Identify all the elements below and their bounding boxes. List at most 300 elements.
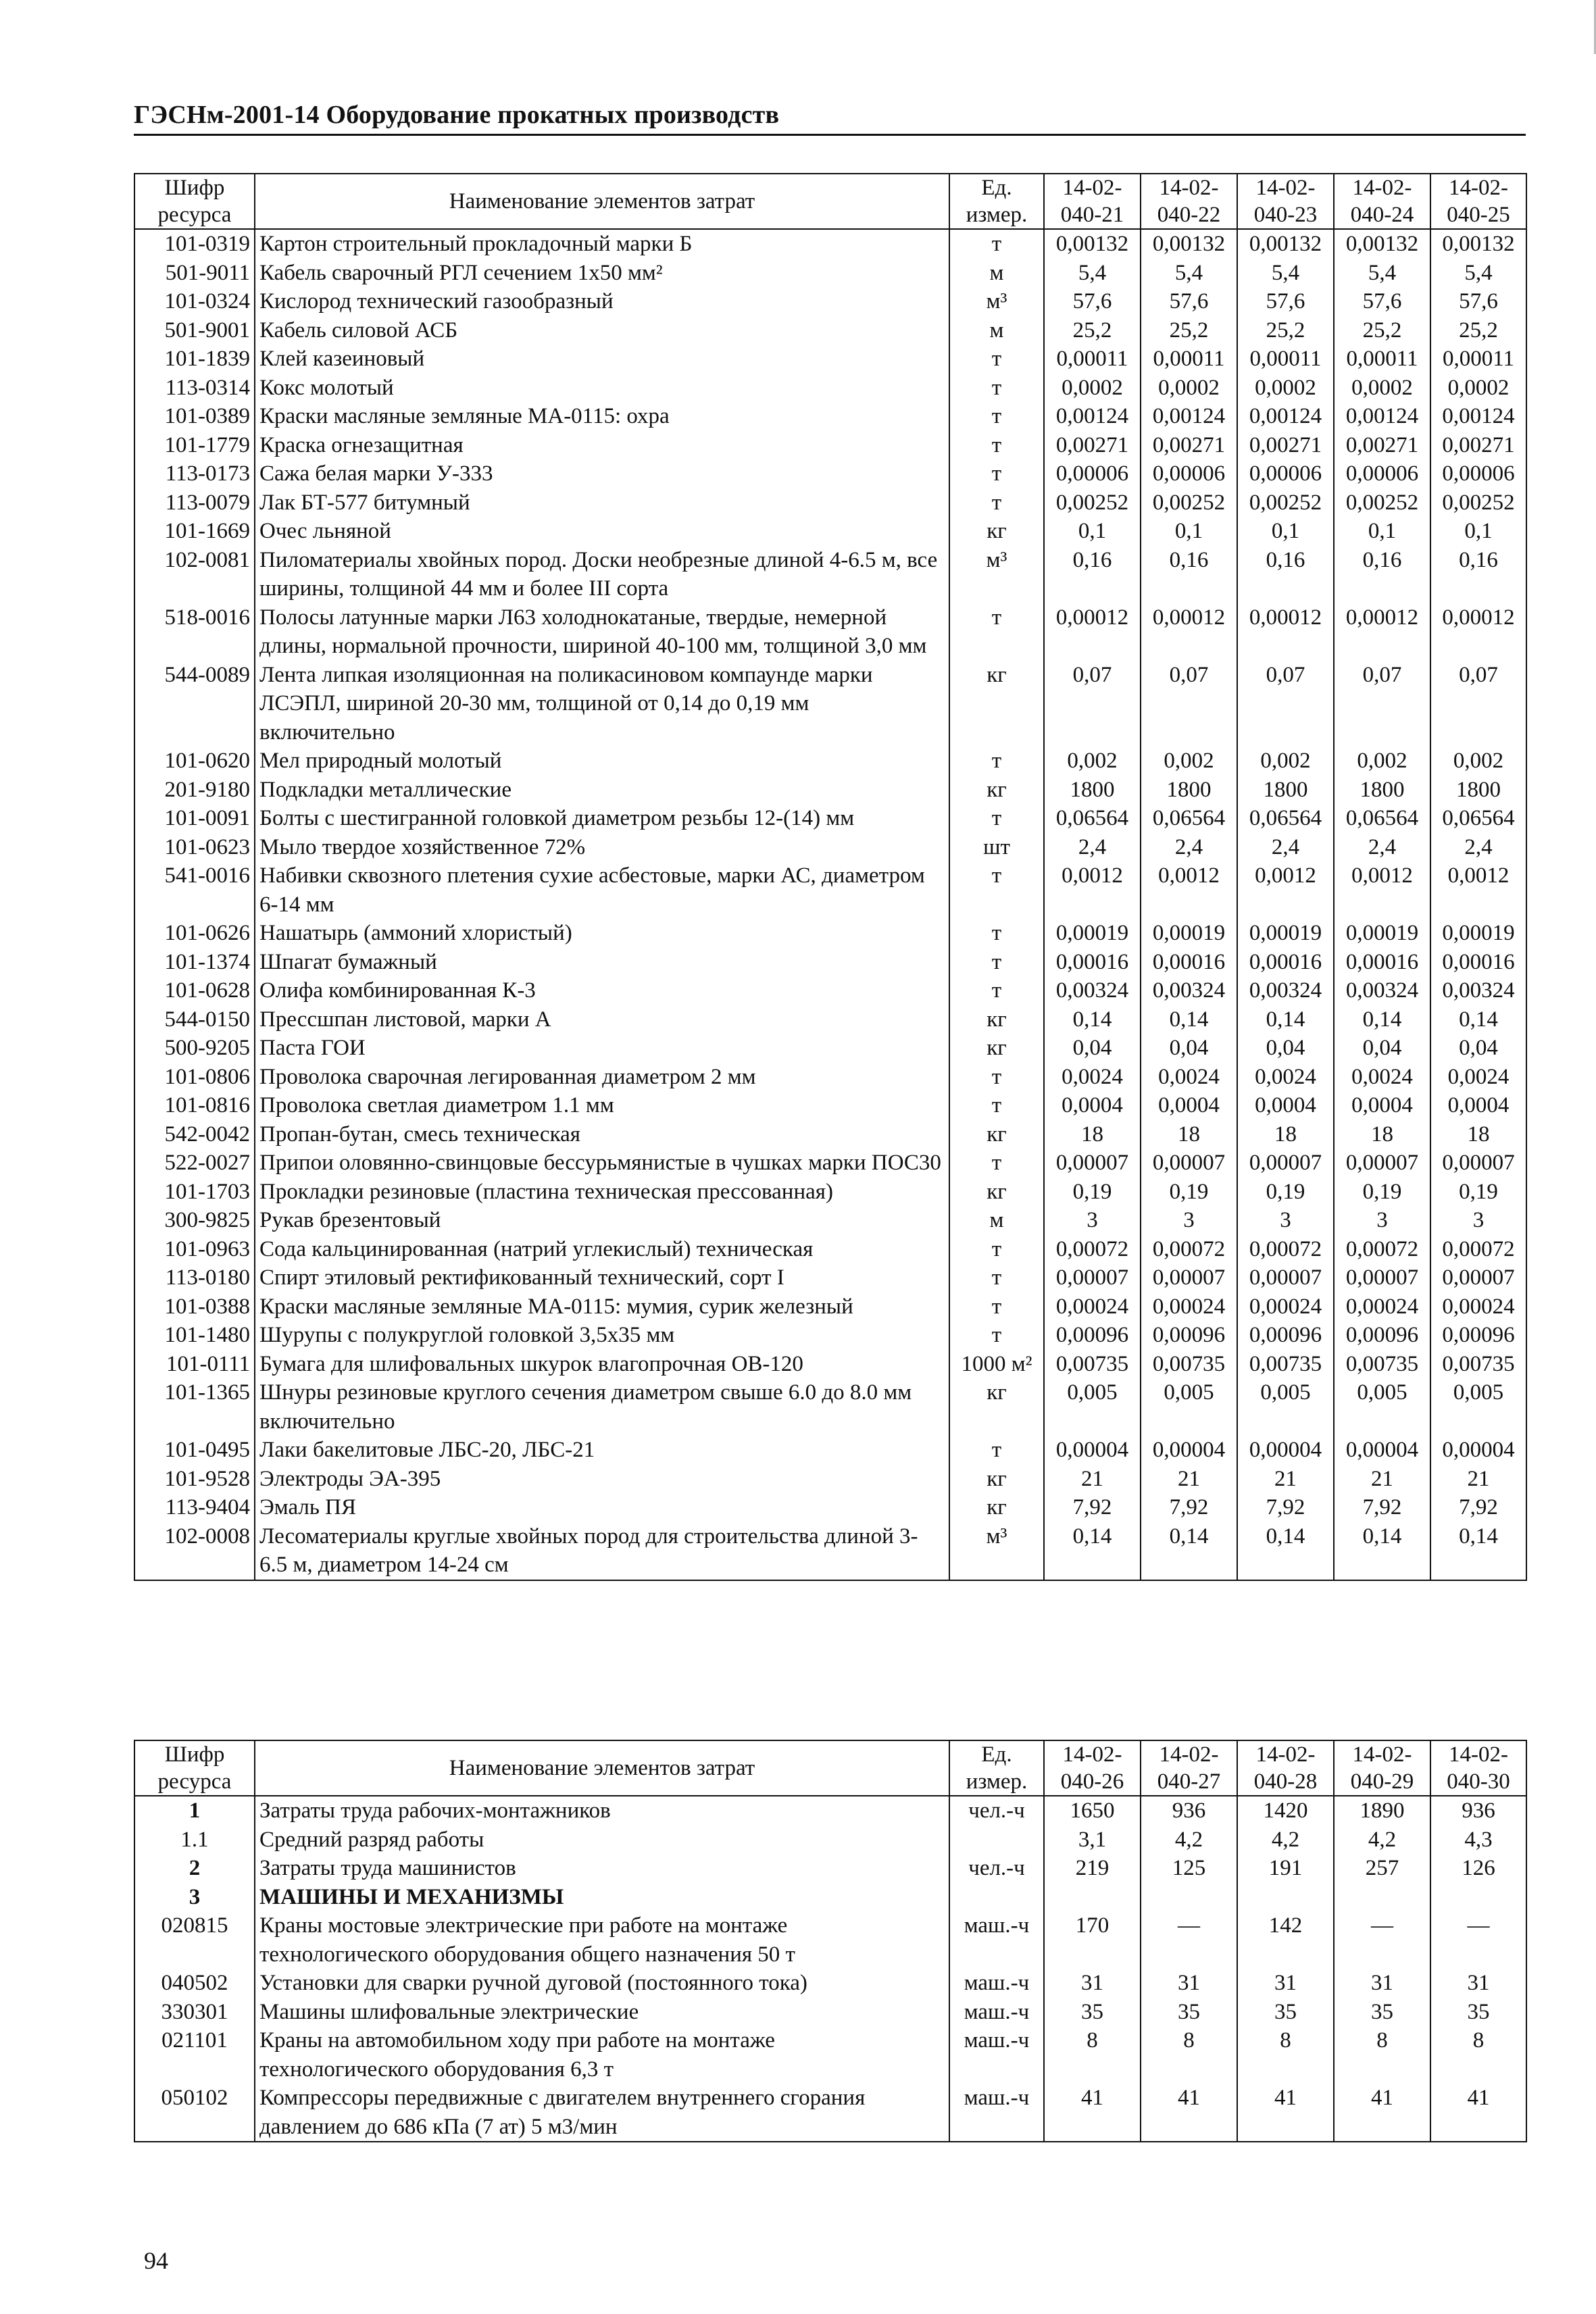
- resource-name: МАШИНЫ И МЕХАНИЗМЫ: [255, 1883, 949, 1912]
- resource-value: 0,00007: [1430, 1149, 1526, 1178]
- resource-code: 518-0016: [134, 603, 255, 661]
- resource-value: 0,00007: [1334, 1149, 1430, 1178]
- resource-code: 101-1703: [134, 1178, 255, 1207]
- resource-value: 0,07: [1044, 661, 1141, 747]
- resource-code: 2: [134, 1854, 255, 1883]
- resource-unit: кг: [949, 1005, 1044, 1034]
- resource-code: 101-0620: [134, 747, 255, 776]
- resource-unit: м: [949, 1206, 1044, 1235]
- resource-name: Электроды ЭА-395: [255, 1465, 949, 1494]
- resource-value: 0,00004: [1141, 1436, 1237, 1465]
- resource-code: 113-0079: [134, 488, 255, 518]
- resource-value: 0,06564: [1237, 804, 1334, 833]
- resource-value: 0,00024: [1237, 1292, 1334, 1322]
- resource-value: 0,04: [1141, 1034, 1237, 1063]
- resource-code: 544-0089: [134, 661, 255, 747]
- resource-value: 0,005: [1334, 1378, 1430, 1436]
- resource-value: 0,0012: [1430, 861, 1526, 919]
- resource-value: 41: [1237, 2084, 1334, 2142]
- resource-value: 0,06564: [1430, 804, 1526, 833]
- resource-value: 5,4: [1141, 259, 1237, 288]
- table-row: [134, 229, 1526, 259]
- table-row: [134, 546, 1526, 603]
- resource-code: 3: [134, 1883, 255, 1912]
- resource-value: 0,00252: [1334, 488, 1430, 518]
- resource-unit: т: [949, 402, 1044, 431]
- table-row: [134, 259, 1526, 288]
- resource-value: 0,00019: [1044, 919, 1141, 948]
- resource-unit: м³: [949, 1522, 1044, 1580]
- resource-name: Краска огнезащитная: [255, 431, 949, 460]
- resource-unit: т: [949, 603, 1044, 661]
- header-col-24: 14-02- 040-24: [1334, 174, 1430, 229]
- resource-name: Кабель сварочный РГЛ сечением 1x50 мм²: [255, 259, 949, 288]
- resource-code: 101-0324: [134, 287, 255, 316]
- resource-name: Шпагат бумажный: [255, 948, 949, 977]
- resource-value: 0,00007: [1141, 1149, 1237, 1178]
- resource-value: 0,19: [1237, 1178, 1334, 1207]
- resource-value: 0,14: [1044, 1005, 1141, 1034]
- resource-value: 0,00124: [1334, 402, 1430, 431]
- resource-value: 0,00735: [1334, 1350, 1430, 1379]
- resource-value: [1044, 1883, 1141, 1912]
- resource-value: 0,00735: [1141, 1350, 1237, 1379]
- resource-unit: 1000 м²: [949, 1350, 1044, 1379]
- resource-value: [1334, 1883, 1430, 1912]
- resource-name: Эмаль ПЯ: [255, 1493, 949, 1522]
- table-row: [134, 1911, 1526, 1969]
- resource-value: 0,00096: [1237, 1321, 1334, 1350]
- table-row: [134, 1465, 1526, 1494]
- resource-unit: кг: [949, 1120, 1044, 1149]
- resource-value: 0,005: [1237, 1378, 1334, 1436]
- resource-value: 0,00004: [1430, 1436, 1526, 1465]
- resource-value: 0,16: [1237, 546, 1334, 603]
- resource-value: 0,16: [1430, 546, 1526, 603]
- resource-code: 500-9205: [134, 1034, 255, 1063]
- resource-value: 18: [1430, 1120, 1526, 1149]
- resource-value: 0,00019: [1237, 919, 1334, 948]
- resource-value: 0,0002: [1141, 374, 1237, 403]
- resource-value: 0,14: [1430, 1005, 1526, 1034]
- resource-unit: шт: [949, 833, 1044, 862]
- resource-name: Краски масляные земляные МА-0115: охра: [255, 402, 949, 431]
- header-unit: Ед. измер.: [949, 174, 1044, 229]
- resource-value: 0,1: [1237, 517, 1334, 546]
- resource-value: 0,0012: [1141, 861, 1237, 919]
- resource-value: 1800: [1430, 776, 1526, 805]
- resource-value: 0,14: [1044, 1522, 1141, 1580]
- resource-value: 0,00271: [1044, 431, 1141, 460]
- header-col-23: 14-02- 040-23: [1237, 174, 1334, 229]
- resource-value: 0,14: [1334, 1522, 1430, 1580]
- resource-value: 0,00735: [1430, 1350, 1526, 1379]
- resource-value: 0,0004: [1044, 1091, 1141, 1120]
- resource-code: 1: [134, 1796, 255, 1826]
- resource-unit: маш.-ч: [949, 2026, 1044, 2084]
- resource-unit: т: [949, 345, 1044, 374]
- resource-value: 0,00019: [1334, 919, 1430, 948]
- resource-value: 25,2: [1141, 316, 1237, 345]
- resource-code: 113-9404: [134, 1493, 255, 1522]
- resource-code: 501-9011: [134, 259, 255, 288]
- resource-value: 0,00006: [1044, 459, 1141, 488]
- resource-name: Средний разряд работы: [255, 1826, 949, 1855]
- resource-unit: т: [949, 1321, 1044, 1350]
- resource-unit: маш.-ч: [949, 1911, 1044, 1969]
- resource-code: 101-1669: [134, 517, 255, 546]
- resource-code: 113-0173: [134, 459, 255, 488]
- table-row: [134, 1854, 1526, 1883]
- table-row: [134, 1235, 1526, 1264]
- resource-value: 5,4: [1430, 259, 1526, 288]
- resource-value: 0,14: [1237, 1005, 1334, 1034]
- resource-value: 0,00004: [1044, 1436, 1141, 1465]
- resource-value: 2,4: [1430, 833, 1526, 862]
- table-row: [134, 1292, 1526, 1322]
- resource-value: [1141, 1883, 1237, 1912]
- resource-code: 113-0314: [134, 374, 255, 403]
- resource-value: 7,92: [1141, 1493, 1237, 1522]
- resource-value: 18: [1334, 1120, 1430, 1149]
- resource-unit: кг: [949, 776, 1044, 805]
- resource-value: 35: [1044, 1998, 1141, 2027]
- resource-code: 101-0623: [134, 833, 255, 862]
- header-col-29: 14-02- 040-29: [1334, 1740, 1430, 1796]
- resource-value: 0,00132: [1141, 229, 1237, 259]
- resource-value: 0,00324: [1334, 976, 1430, 1005]
- resource-code: 101-0806: [134, 1063, 255, 1092]
- resource-name: Сажа белая марки У-333: [255, 459, 949, 488]
- resource-value: 0,00324: [1430, 976, 1526, 1005]
- resource-value: 0,00324: [1237, 976, 1334, 1005]
- resource-unit: т: [949, 459, 1044, 488]
- resource-unit: м³: [949, 546, 1044, 603]
- resource-value: 0,0012: [1334, 861, 1430, 919]
- resource-value: 0,00072: [1044, 1235, 1141, 1264]
- resource-name: Кабель силовой АСБ: [255, 316, 949, 345]
- table-row: [134, 316, 1526, 345]
- resource-value: 0,00012: [1044, 603, 1141, 661]
- resource-value: 41: [1430, 2084, 1526, 2142]
- resource-unit: [949, 1826, 1044, 1855]
- resource-name: Кокс молотый: [255, 374, 949, 403]
- resource-value: 0,00011: [1141, 345, 1237, 374]
- resource-value: 142: [1237, 1911, 1334, 1969]
- resource-value: 0,00016: [1044, 948, 1141, 977]
- resource-value: 0,00096: [1430, 1321, 1526, 1350]
- resource-code: 101-1374: [134, 948, 255, 977]
- table-row: [134, 1063, 1526, 1092]
- resource-value: 0,00096: [1141, 1321, 1237, 1350]
- resource-value: 0,0024: [1141, 1063, 1237, 1092]
- resource-unit: [949, 1883, 1044, 1912]
- resource-value: 31: [1141, 1969, 1237, 1998]
- resource-value: 35: [1430, 1998, 1526, 2027]
- header-col-26: 14-02- 040-26: [1044, 1740, 1141, 1796]
- table-row: [134, 2084, 1526, 2142]
- resource-value: 0,00132: [1334, 229, 1430, 259]
- resource-name: Картон строительный прокладочный марки Б: [255, 229, 949, 259]
- resource-value: 0,07: [1334, 661, 1430, 747]
- resource-name: Паста ГОИ: [255, 1034, 949, 1063]
- resource-value: 4,2: [1237, 1826, 1334, 1855]
- table-row: [134, 1206, 1526, 1235]
- resource-name: Лесоматериалы круглые хвойных пород для строительства длиной 3-6.5 м, диаметром 14-24 см: [255, 1522, 949, 1580]
- resource-name: Пропан-бутан, смесь техническая: [255, 1120, 949, 1149]
- resource-value: 0,00252: [1141, 488, 1237, 518]
- header-col-30: 14-02- 040-30: [1430, 1740, 1526, 1796]
- resource-name: Компрессоры передвижные с двигателем внутреннего сгорания давлением до 686 кПа (7 ат) 5 м3/мин: [255, 2084, 949, 2142]
- table-row: [134, 919, 1526, 948]
- header-code: Шифр ресурса: [134, 1740, 255, 1796]
- resource-code: 101-1480: [134, 1321, 255, 1350]
- resource-value: 0,00024: [1430, 1292, 1526, 1322]
- resource-value: 0,04: [1044, 1034, 1141, 1063]
- resource-value: 0,1: [1044, 517, 1141, 546]
- resource-unit: т: [949, 861, 1044, 919]
- resource-value: 0,06564: [1141, 804, 1237, 833]
- resource-value: 1800: [1141, 776, 1237, 805]
- resource-value: 0,00007: [1237, 1263, 1334, 1292]
- resource-value: 8: [1334, 2026, 1430, 2084]
- resource-value: 31: [1430, 1969, 1526, 1998]
- resource-value: 21: [1044, 1465, 1141, 1494]
- resource-value: 0,00016: [1430, 948, 1526, 977]
- resource-value: 0,00072: [1334, 1235, 1430, 1264]
- table-row: [134, 804, 1526, 833]
- resource-unit: т: [949, 1292, 1044, 1322]
- resource-unit: т: [949, 948, 1044, 977]
- resource-value: 191: [1237, 1854, 1334, 1883]
- resource-code: 300-9825: [134, 1206, 255, 1235]
- resource-value: 0,00024: [1334, 1292, 1430, 1322]
- resource-value: 25,2: [1237, 316, 1334, 345]
- resource-value: 0,16: [1044, 546, 1141, 603]
- resource-value: 3: [1237, 1206, 1334, 1235]
- resource-value: 0,00132: [1430, 229, 1526, 259]
- resource-code: 101-0091: [134, 804, 255, 833]
- table-row: [134, 1178, 1526, 1207]
- resource-value: 0,06564: [1334, 804, 1430, 833]
- resource-value: 0,00006: [1237, 459, 1334, 488]
- page-header: ГЭСНм-2001-14 Оборудование прокатных производств: [134, 100, 1526, 136]
- resource-name: Лак БТ-577 битумный: [255, 488, 949, 518]
- resource-value: 0,00004: [1237, 1436, 1334, 1465]
- resource-value: 0,14: [1237, 1522, 1334, 1580]
- resource-value: 126: [1430, 1854, 1526, 1883]
- resource-value: 0,002: [1430, 747, 1526, 776]
- table-row: [134, 747, 1526, 776]
- resource-unit: кг: [949, 1465, 1044, 1494]
- resource-value: 0,00271: [1430, 431, 1526, 460]
- resource-value: 31: [1044, 1969, 1141, 1998]
- resource-value: 0,00024: [1141, 1292, 1237, 1322]
- resource-value: 1800: [1044, 776, 1141, 805]
- resource-name: Прокладки резиновые (пластина техническая прессованная): [255, 1178, 949, 1207]
- resource-value: 0,14: [1141, 1005, 1237, 1034]
- resource-unit: чел.-ч: [949, 1796, 1044, 1826]
- table-row: [134, 603, 1526, 661]
- resource-value: 0,00096: [1044, 1321, 1141, 1350]
- resource-value: 8: [1237, 2026, 1334, 2084]
- resource-value: 0,1: [1334, 517, 1430, 546]
- table-row: [134, 1034, 1526, 1063]
- resource-value: 0,19: [1141, 1178, 1237, 1207]
- resource-name: Клей казеиновый: [255, 345, 949, 374]
- resource-name: Краны мостовые электрические при работе на монтаже технологического оборудования общего назначения 50 т: [255, 1911, 949, 1969]
- resource-value: 0,0024: [1237, 1063, 1334, 1092]
- table-row: [134, 1826, 1526, 1855]
- resource-value: 2,4: [1334, 833, 1430, 862]
- resource-value: 0,00072: [1430, 1235, 1526, 1264]
- resource-unit: маш.-ч: [949, 1969, 1044, 1998]
- resource-value: 0,00324: [1044, 976, 1141, 1005]
- resource-code: 101-1779: [134, 431, 255, 460]
- table-row: [134, 948, 1526, 977]
- resource-code: 101-1365: [134, 1378, 255, 1436]
- resource-value: 0,06564: [1044, 804, 1141, 833]
- resource-value: 0,14: [1334, 1005, 1430, 1034]
- resource-value: 0,00012: [1237, 603, 1334, 661]
- table-row: [134, 1149, 1526, 1178]
- resource-value: 0,19: [1334, 1178, 1430, 1207]
- resource-value: 4,2: [1334, 1826, 1430, 1855]
- resource-code: 542-0042: [134, 1120, 255, 1149]
- resource-unit: т: [949, 1149, 1044, 1178]
- resource-value: 0,00006: [1430, 459, 1526, 488]
- resource-value: 0,00735: [1044, 1350, 1141, 1379]
- resource-code: 101-0388: [134, 1292, 255, 1322]
- resource-value: 0,00012: [1430, 603, 1526, 661]
- resource-value: 1890: [1334, 1796, 1430, 1826]
- resource-name: Подкладки металлические: [255, 776, 949, 805]
- resource-value: 0,00124: [1237, 402, 1334, 431]
- resource-value: 0,00124: [1141, 402, 1237, 431]
- header-col-21: 14-02- 040-21: [1044, 174, 1141, 229]
- resource-unit: т: [949, 488, 1044, 518]
- table-row: [134, 1091, 1526, 1120]
- table-row: [134, 1998, 1526, 2027]
- resource-code: 101-0495: [134, 1436, 255, 1465]
- resource-value: 21: [1237, 1465, 1334, 1494]
- table-row: [134, 1263, 1526, 1292]
- header-name: Наименование элементов затрат: [255, 1740, 949, 1796]
- resource-value: 41: [1044, 2084, 1141, 2142]
- resource-name: Спирт этиловый ректификованный технический, сорт I: [255, 1263, 949, 1292]
- resource-value: 0,00011: [1430, 345, 1526, 374]
- resource-unit: м³: [949, 287, 1044, 316]
- resource-value: 0,002: [1044, 747, 1141, 776]
- resource-code: 050102: [134, 2084, 255, 2142]
- resource-name: Затраты труда рабочих-монтажников: [255, 1796, 949, 1826]
- resource-value: 1800: [1334, 776, 1430, 805]
- resource-code: 544-0150: [134, 1005, 255, 1034]
- resource-value: 0,005: [1141, 1378, 1237, 1436]
- resource-value: 3: [1430, 1206, 1526, 1235]
- resource-unit: кг: [949, 1034, 1044, 1063]
- resource-name: Рукав брезентовый: [255, 1206, 949, 1235]
- resource-value: 936: [1141, 1796, 1237, 1826]
- resource-name: Лента липкая изоляционная на поликасиновом компаунде марки ЛСЭПЛ, шириной 20-30 мм, толщиной от 0,14 до 0,19 мм включительно: [255, 661, 949, 747]
- resource-value: 0,00007: [1430, 1263, 1526, 1292]
- resource-unit: т: [949, 1263, 1044, 1292]
- resource-unit: т: [949, 1436, 1044, 1465]
- resource-value: 219: [1044, 1854, 1141, 1883]
- resource-name: Краски масляные земляные МА-0115: мумия, сурик железный: [255, 1292, 949, 1322]
- resource-value: 35: [1237, 1998, 1334, 2027]
- resource-name: Проволока сварочная легированная диаметром 2 мм: [255, 1063, 949, 1092]
- resource-value: 0,00024: [1044, 1292, 1141, 1322]
- resource-value: 0,00019: [1430, 919, 1526, 948]
- resource-unit: т: [949, 1235, 1044, 1264]
- resource-value: —: [1430, 1911, 1526, 1969]
- header-name: Наименование элементов затрат: [255, 174, 949, 229]
- table-row: [134, 287, 1526, 316]
- table-row: [134, 661, 1526, 747]
- resource-value: 35: [1141, 1998, 1237, 2027]
- resource-value: 1800: [1237, 776, 1334, 805]
- resource-name: Лаки бакелитовые ЛБС-20, ЛБС-21: [255, 1436, 949, 1465]
- resource-name: Кислород технический газообразный: [255, 287, 949, 316]
- table-row: [134, 517, 1526, 546]
- resource-name: Шурупы с полукруглой головкой 3,5х35 мм: [255, 1321, 949, 1350]
- resource-value: 0,14: [1430, 1522, 1526, 1580]
- resource-value: 125: [1141, 1854, 1237, 1883]
- header-col-25: 14-02- 040-25: [1430, 174, 1526, 229]
- resource-code: 113-0180: [134, 1263, 255, 1292]
- resource-value: 0,00132: [1237, 229, 1334, 259]
- resource-value: 0,00072: [1141, 1235, 1237, 1264]
- table-row: [134, 776, 1526, 805]
- resource-value: 0,00735: [1237, 1350, 1334, 1379]
- resource-name: Затраты труда машинистов: [255, 1854, 949, 1883]
- resource-value: 0,002: [1237, 747, 1334, 776]
- resource-unit: т: [949, 229, 1044, 259]
- resource-code: 101-1839: [134, 345, 255, 374]
- resource-value: 25,2: [1430, 316, 1526, 345]
- resource-value: 35: [1334, 1998, 1430, 2027]
- resource-unit: т: [949, 1063, 1044, 1092]
- resource-value: 0,00324: [1141, 976, 1237, 1005]
- resource-value: 2,4: [1044, 833, 1141, 862]
- resource-value: 3: [1141, 1206, 1237, 1235]
- resource-value: 41: [1141, 2084, 1237, 2142]
- header-col-28: 14-02- 040-28: [1237, 1740, 1334, 1796]
- section-row: [134, 1883, 1526, 1912]
- resource-value: 57,6: [1044, 287, 1141, 316]
- resource-value: 0,04: [1334, 1034, 1430, 1063]
- resource-code: 101-9528: [134, 1465, 255, 1494]
- resource-value: 25,2: [1334, 316, 1430, 345]
- resource-unit: кг: [949, 1178, 1044, 1207]
- resource-value: 0,00011: [1044, 345, 1141, 374]
- resource-name: Олифа комбинированная К-3: [255, 976, 949, 1005]
- resource-value: 0,0004: [1430, 1091, 1526, 1120]
- resource-name: Мел природный молотый: [255, 747, 949, 776]
- resource-value: 0,07: [1141, 661, 1237, 747]
- resource-value: 0,00096: [1334, 1321, 1430, 1350]
- resource-value: 0,00271: [1237, 431, 1334, 460]
- resource-code: 101-0816: [134, 1091, 255, 1120]
- resource-value: 0,1: [1141, 517, 1237, 546]
- resource-name: Прессшпан листовой, марки А: [255, 1005, 949, 1034]
- resource-unit: т: [949, 919, 1044, 948]
- resource-value: 57,6: [1237, 287, 1334, 316]
- resource-value: 21: [1430, 1465, 1526, 1494]
- resource-value: 0,0024: [1430, 1063, 1526, 1092]
- resource-value: 0,00252: [1237, 488, 1334, 518]
